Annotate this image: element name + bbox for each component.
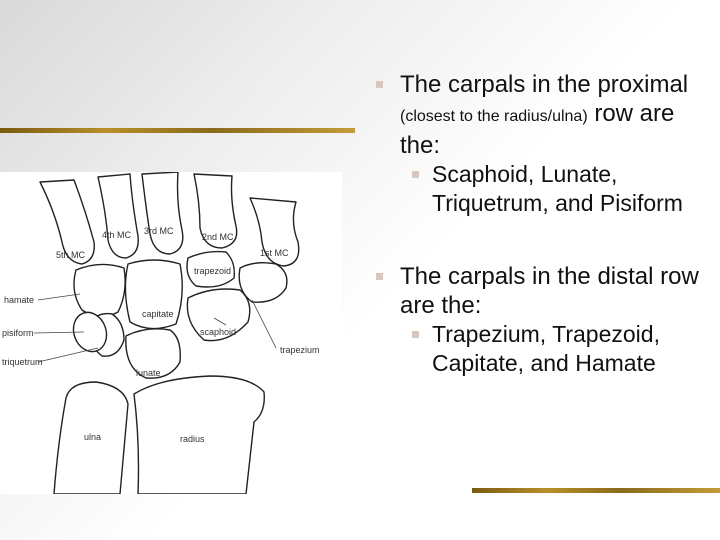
bullet-proximal-row <box>370 70 710 160</box>
bullet-square-icon <box>376 81 383 88</box>
bullet-text: The carpals in the proximal <box>400 71 689 98</box>
bullet-note: (closest to the radius/ulna) <box>400 108 588 125</box>
decorative-rule-bottom <box>472 488 720 493</box>
label-ulna: ulna <box>84 432 102 442</box>
label-scaphoid: scaphoid <box>200 327 237 337</box>
bullet-square-icon <box>376 273 383 280</box>
decorative-rule-top <box>0 128 355 133</box>
bullet-text: The carpals in the distal row are the: <box>400 263 699 319</box>
label-trapezoid: trapezoid <box>194 266 232 276</box>
label-5th-mc: 5th MC <box>56 250 86 260</box>
hamate-shape <box>74 264 125 316</box>
label-1st-mc: 1st MC <box>260 248 289 258</box>
sub-bullet-text: Scaphoid, Lunate, Triquetrum, and Pisiform <box>432 161 683 216</box>
metacarpal-3 <box>142 172 183 254</box>
wrist-bones-diagram <box>0 172 342 494</box>
sub-bullet-text: Trapezium, Trapezoid, Capitate, and Hamate <box>432 321 660 376</box>
bullet-list <box>370 70 710 378</box>
bullet-text-end: row are the: <box>400 100 675 159</box>
label-3rd-mc: 3rd MC <box>144 226 174 236</box>
label-lunate: lunate <box>136 368 161 378</box>
sub-bullet-distal-bones <box>370 320 710 378</box>
bullet-square-icon <box>412 331 419 338</box>
label-trapezium: trapezium <box>280 345 320 355</box>
label-2nd-mc: 2nd MC <box>202 232 234 242</box>
sub-bullet-proximal-bones <box>370 160 710 218</box>
label-pisiform: pisiform <box>2 328 34 338</box>
label-4th-mc: 4th MC <box>102 230 132 240</box>
bullet-distal-row <box>370 262 710 320</box>
label-triquetrum: triquetrum <box>2 357 43 367</box>
metacarpal-4 <box>98 174 138 258</box>
bullet-square-icon <box>412 171 419 178</box>
label-capitate: capitate <box>142 309 174 319</box>
label-radius: radius <box>180 434 205 444</box>
label-hamate: hamate <box>4 295 35 305</box>
